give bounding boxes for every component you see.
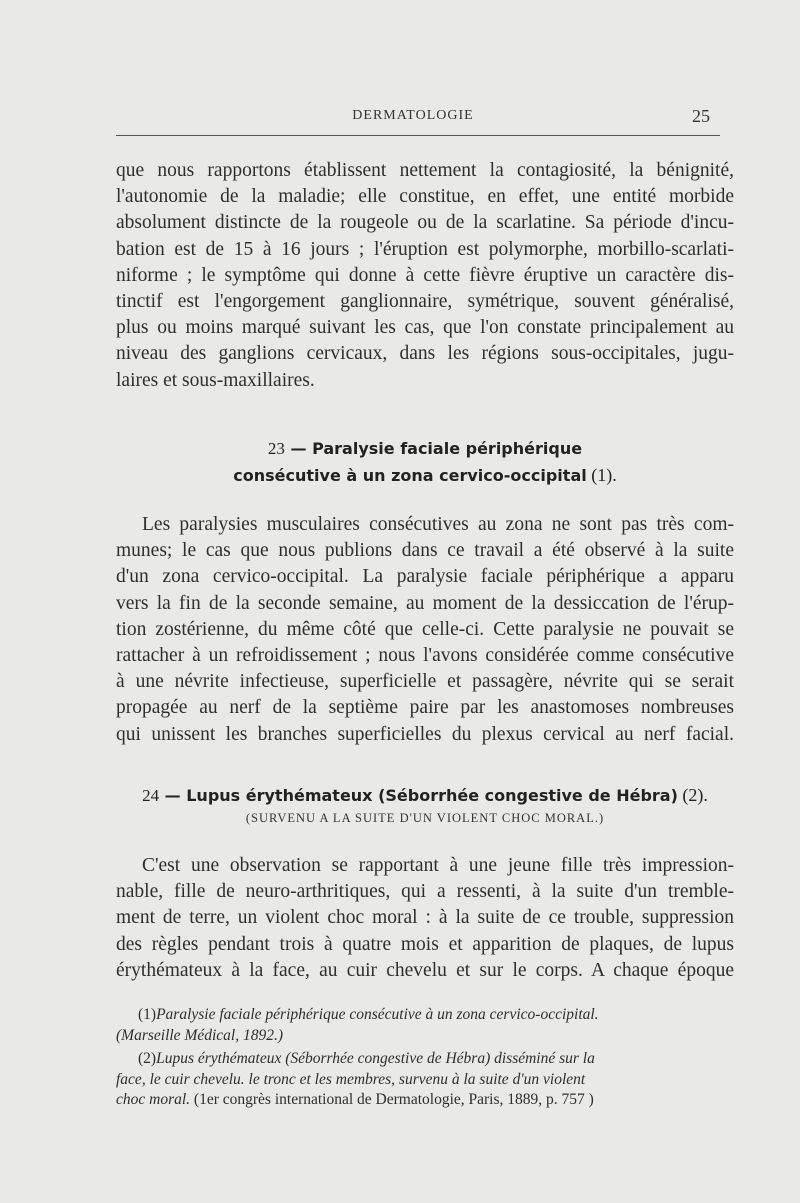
text-line: nable, fille de neuro-arthritiques, qui a ressenti, à la suite d'un tremble- <box>116 881 734 903</box>
text-line: tinctif est l'engorgement ganglionnaire, symétrique, souvent généralisé, <box>116 291 734 313</box>
footnote-ref: (2). <box>677 785 708 805</box>
footnote-ref: (1). <box>586 465 617 485</box>
heading-dash: — <box>284 439 313 458</box>
heading-title: Lupus érythémateux (Séborrhée congestive de Hébra) <box>186 786 678 805</box>
heading-dash: — <box>159 786 187 805</box>
page-number: 25 <box>692 106 710 126</box>
text-line: Les paralysies musculaires consécutives au zona ne sont pas très com- <box>142 514 734 535</box>
footnote-citation: (1er congrès international de Dermatologie, Paris, 1889, p. 757 ) <box>190 1091 594 1108</box>
text-line: ment de terre, un violent choc moral : à la suite de ce trouble, suppression <box>116 907 734 929</box>
text-line: niveau des ganglions cervicaux, dans les régions sous-occipitales, jugu- <box>116 343 734 365</box>
heading-title-line1: Paralysie faciale périphérique <box>312 439 583 458</box>
text-line: qui unissent les branches superficielles du plexus cervical au nerf facial. <box>116 723 734 745</box>
text-line: rattacher à un refroidissement ; nous l'avons considérée comme consécutive <box>116 645 734 667</box>
text-line: tion zostérienne, du même côté que celle-ci. Cette paralysie ne pouvait se <box>116 618 734 640</box>
text-line: d'un zona cervico-occipital. La paralysie faciale périphérique a apparu <box>116 566 734 588</box>
footnote-text: face, le cuir chevelu. le tronc et les membres, survenu à la suite d'un violent <box>116 1070 586 1088</box>
section-24-heading <box>116 783 734 808</box>
text-line: C'est une observation se rapportant à une jeune fille très impression- <box>142 855 734 876</box>
footnote-text: Paralysie faciale périphérique consécutive à un zona cervico-occipital. <box>156 1006 599 1023</box>
section-24-paragraph <box>116 853 734 984</box>
footnote-text: (Marseille Médical, 1892.) <box>116 1026 284 1044</box>
footnote-2 <box>116 1049 734 1111</box>
section-number: 24 <box>142 786 160 805</box>
footnote-1 <box>116 1005 734 1046</box>
text-line: des règles pendant trois à quatre mois et apparition de plaques, de lupus <box>116 933 734 955</box>
text-line: plus ou moins marqué suivant les cas, que l'on constate principalement au <box>116 317 734 339</box>
header-rule <box>116 135 720 136</box>
text-line: à une névrite infectieuse, superficielle et passagère, névrite qui se serait <box>116 671 734 693</box>
section-23-paragraph <box>116 512 734 748</box>
footnote-text: choc moral. <box>116 1091 191 1108</box>
text-line: l'autonomie de la maladie; elle constitue, en effet, une entité morbide <box>116 186 734 208</box>
text-line: érythémateux à la face, au cuir chevelu et sur le corps. A chaque époque <box>116 959 734 981</box>
heading-title-line2: consécutive à un zona cervico-occipital <box>233 466 587 485</box>
page-header <box>116 106 710 130</box>
section-number: 23 <box>267 439 285 458</box>
footnote-marker: (1) <box>138 1006 157 1023</box>
text-line: absolument distincte de la rougeole ou de la scarlatine. Sa période d'incu- <box>116 212 734 234</box>
text-line: niforme ; le symptôme qui donne à cette fièvre éruptive un caractère dis- <box>116 264 734 286</box>
running-title: DERMATOLOGIE <box>352 108 474 123</box>
text-line: propagée au nerf de la septième paire par les anastomoses nombreuses <box>116 697 734 719</box>
section-23-heading <box>116 436 734 489</box>
text-line: vers la fin de la seconde semaine, au moment de la dessiccation de l'érup- <box>116 592 734 614</box>
intro-paragraph <box>116 158 734 394</box>
footnote-text: Lupus érythémateux (Séborrhée congestive de Hébra) disséminé sur la <box>156 1050 595 1067</box>
text-line: munes; le cas que nous publions dans ce travail a été observé à la suite <box>116 540 734 562</box>
footnote-marker: (2) <box>138 1050 157 1067</box>
footnotes <box>116 1005 734 1114</box>
text-line: laires et sous-maxillaires. <box>116 369 315 391</box>
text-line: que nous rapportons établissent nettement la contagiosité, la bénignité, <box>116 160 734 181</box>
text-line: bation est de 15 à 16 jours ; l'éruption est polymorphe, morbillo-scarlati- <box>116 238 734 260</box>
section-24-subtitle: (SURVENU A LA SUITE D'UN VIOLENT CHOC MORAL.) <box>245 811 605 825</box>
